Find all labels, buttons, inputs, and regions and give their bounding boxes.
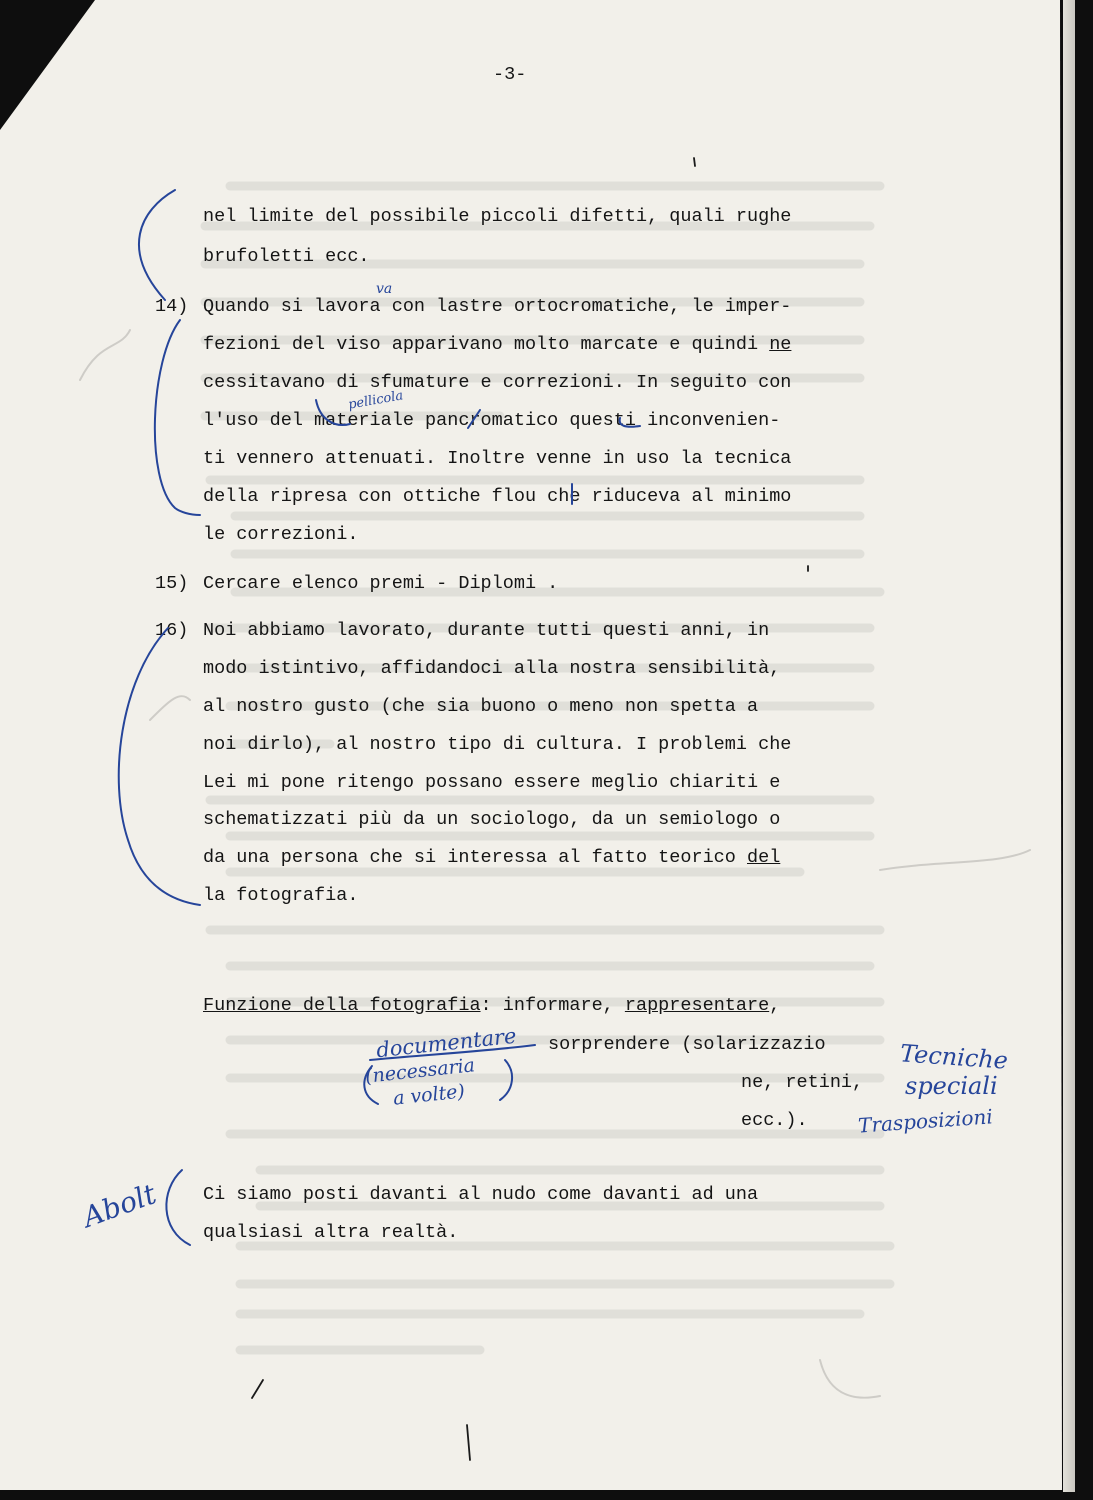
p14-line-2-text: fezioni del viso apparivano molto marcate e quindi — [203, 334, 770, 355]
pencil-tick-2 — [467, 1425, 470, 1460]
p16-line-7-text: da una persona che si interessa al fatto teorico — [203, 847, 747, 868]
pencil-dash-1 — [252, 1380, 263, 1398]
correction-slash — [468, 410, 480, 428]
bracket-p13 — [139, 190, 175, 300]
bracket-p14 — [155, 320, 200, 515]
p14-line-5: ti vennero attenuati. Inoltre venne in uso la tecnica — [203, 448, 792, 469]
bracket-necessaria-right — [500, 1060, 512, 1100]
funzione-line-3: ne, retini, — [741, 1072, 864, 1093]
hand-va: va — [376, 281, 393, 297]
p16-line-3: al nostro gusto (che sia buono o meno non spetta a — [203, 696, 759, 717]
hand-tecniche: Tecniche — [899, 1039, 1009, 1075]
correction-material-arc — [316, 400, 350, 425]
faint-pencil-4 — [880, 850, 1030, 870]
funzione-line-2: sorprendere (solarizzazio — [548, 1034, 826, 1055]
hand-pellicola: pellicola — [347, 388, 405, 413]
funzione-heading: Funzione della fotografia — [203, 995, 481, 1016]
funzione-rest: : informare, — [480, 995, 625, 1016]
p16-line-6: schematizzati più da un sociologo, da un semiologo o — [203, 809, 781, 830]
bracket-p16 — [119, 628, 200, 905]
p14-line-3: cessitavano di sfumature e correzioni. In seguito con — [203, 372, 792, 393]
p15-line-1: Cercare elenco premi - Diplomi . — [203, 573, 559, 594]
funzione-rappresentare: rappresentare — [624, 995, 770, 1016]
nudo-line-1: Ci siamo posti davanti al nudo come davanti ad una — [203, 1184, 759, 1205]
p14-line-2-underlined: ne — [769, 334, 792, 355]
funzione-comma: , — [769, 995, 781, 1016]
hand-necessaria: (necessaria — [364, 1054, 476, 1088]
p16-line-2: modo istintivo, affidandoci alla nostra sensibilità, — [203, 658, 781, 679]
p14-line-6: della ripresa con ottiche flou che riduceva al minimo — [203, 486, 792, 507]
page-number: -3- — [493, 64, 527, 85]
faint-pencil-2 — [150, 696, 190, 720]
p16-line-5: Lei mi pone ritengo possano essere meglio chiariti e — [203, 772, 781, 793]
faint-pencil-3 — [820, 1360, 880, 1398]
hand-trasposizioni: Trasposizioni — [857, 1104, 994, 1138]
p16-number: 16) — [155, 620, 189, 641]
hand-speciali: speciali — [905, 1072, 998, 1100]
funzione-line-4: ecc.). — [741, 1110, 808, 1131]
bracket-necessaria-left — [364, 1066, 378, 1104]
hand-a-volte: a volte) — [392, 1080, 466, 1110]
p14-line-4: l'uso del materiale pancromatico questi inconvenien- — [203, 410, 781, 431]
underline-documentare — [370, 1045, 535, 1060]
p16-line-8: la fotografia. — [203, 885, 359, 906]
p14-line-1: Quando si lavora con lastre ortocromatiche, le imper- — [203, 296, 792, 317]
hand-documentare: documentare — [375, 1023, 518, 1063]
p15-number: 15) — [155, 573, 189, 594]
nudo-line-2: qualsiasi altra realtà. — [203, 1222, 459, 1243]
p16-line-4: noi dirlo), al nostro tipo di cultura. I problemi che — [203, 734, 792, 755]
faint-pencil-1 — [80, 330, 130, 380]
p14-number: 14) — [155, 296, 189, 317]
p14-line-7: le correzioni. — [203, 524, 359, 545]
pencil-tick-1 — [694, 158, 695, 166]
correction-pan-check — [620, 418, 640, 427]
p16-line-1: Noi abbiamo lavorato, durante tutti questi anni, in — [203, 620, 770, 641]
p13-line-2: brufoletti ecc. — [203, 246, 370, 267]
hand-abolt: Abolt — [78, 1177, 161, 1234]
p13-line-1: nel limite del possibile piccoli difetti, quali rughe — [203, 206, 792, 227]
p16-line-7-underlined: del — [747, 847, 781, 868]
bracket-nudo — [166, 1170, 190, 1245]
